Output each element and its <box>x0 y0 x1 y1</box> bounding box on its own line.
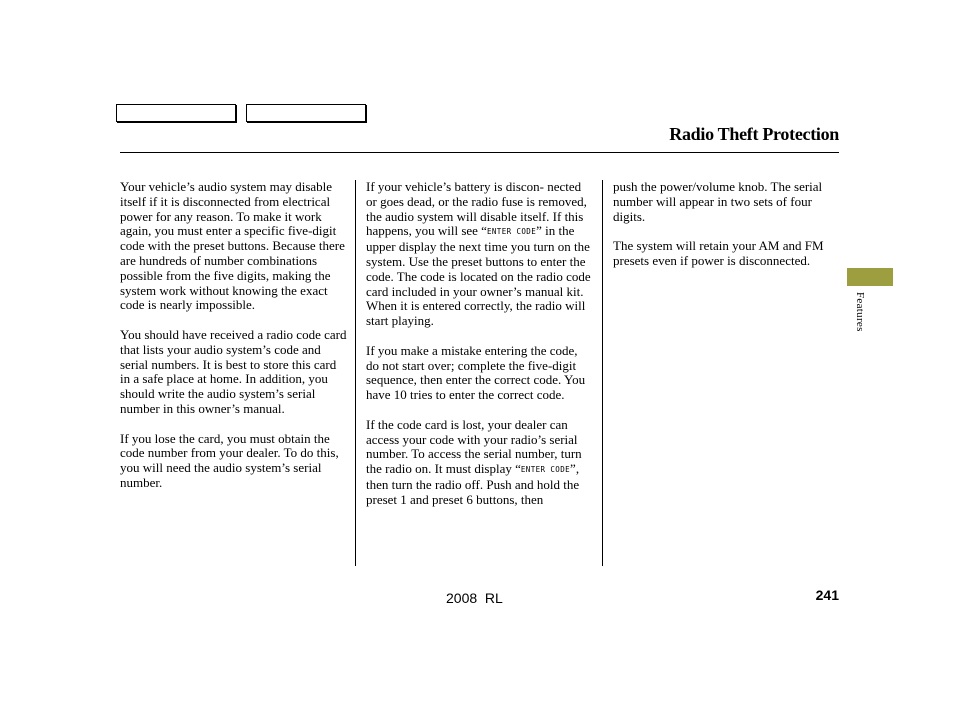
paragraph <box>366 418 592 508</box>
footer-model: 2008 RL <box>446 590 503 606</box>
paragraph: The system will retain your AM and FM presets even if power is disconnected. <box>613 238 824 268</box>
page-title: Radio Theft Protection <box>669 124 839 144</box>
paragraph: If you lose the card, you must obtain the code number from your dealer. To do this, you will need the audio system’s serial number. <box>120 430 339 490</box>
text-run: ” in the upper display the next time you turn on the system. Use the preset buttons to enter the code. The code is located on the radio code card included in your owner’s manual kit. When it is entered correctly, the radio will start playing. <box>366 223 591 329</box>
text-run: ”, then turn the radio off. Push and hold the preset 1 and preset 6 buttons, then <box>366 461 580 507</box>
paragraph <box>366 180 592 329</box>
text-column-3 <box>613 180 839 284</box>
display-text-enter-code: ENTER CODE <box>520 465 571 475</box>
nav-button-next[interactable] <box>246 104 366 122</box>
column-divider <box>355 180 356 566</box>
column-divider <box>602 180 603 566</box>
paragraph: push the power/volume knob. The serial number will appear in two sets of four digits. <box>613 179 823 224</box>
text-column-1 <box>120 180 348 506</box>
paragraph: If you make a mistake entering the code, do not start over; complete the five-digit sequence, then enter the correct code. You have 10 tries to enter the correct code. <box>366 342 586 403</box>
paragraph: You should have received a radio code card that lists your audio system’s code and serial numbers. It is best to store this card in a safe place at home. In addition, you should write the audio system’s serial number in this owner’s manual. <box>120 326 347 416</box>
text-run: If your vehicle’s battery is discon- nected or goes dead, or the radio fuse is removed, the audio system will disable itself. If this happens, you will see “ <box>366 179 587 239</box>
text-column-2 <box>366 180 592 522</box>
paragraph: Your vehicle’s audio system may disable itself if it is disconnected from electrical power for any reason. To make it work again, you must enter a specific five-digit code with the preset buttons. Because there are hundreds of number combinations possible from the five digits, making the system work without knowing the exact code is nearly impossible. <box>120 179 345 313</box>
section-label: Features <box>854 292 866 332</box>
display-text-enter-code: ENTER CODE <box>486 227 537 237</box>
nav-button-previous[interactable] <box>116 104 236 122</box>
page-number: 241 <box>815 587 839 603</box>
title-divider <box>120 152 839 153</box>
text-run: If the code card is lost, your dealer can access your code with your radio’s serial number. To access the serial number, turn the radio on. It must display “ <box>366 416 582 477</box>
section-tab <box>847 268 893 286</box>
